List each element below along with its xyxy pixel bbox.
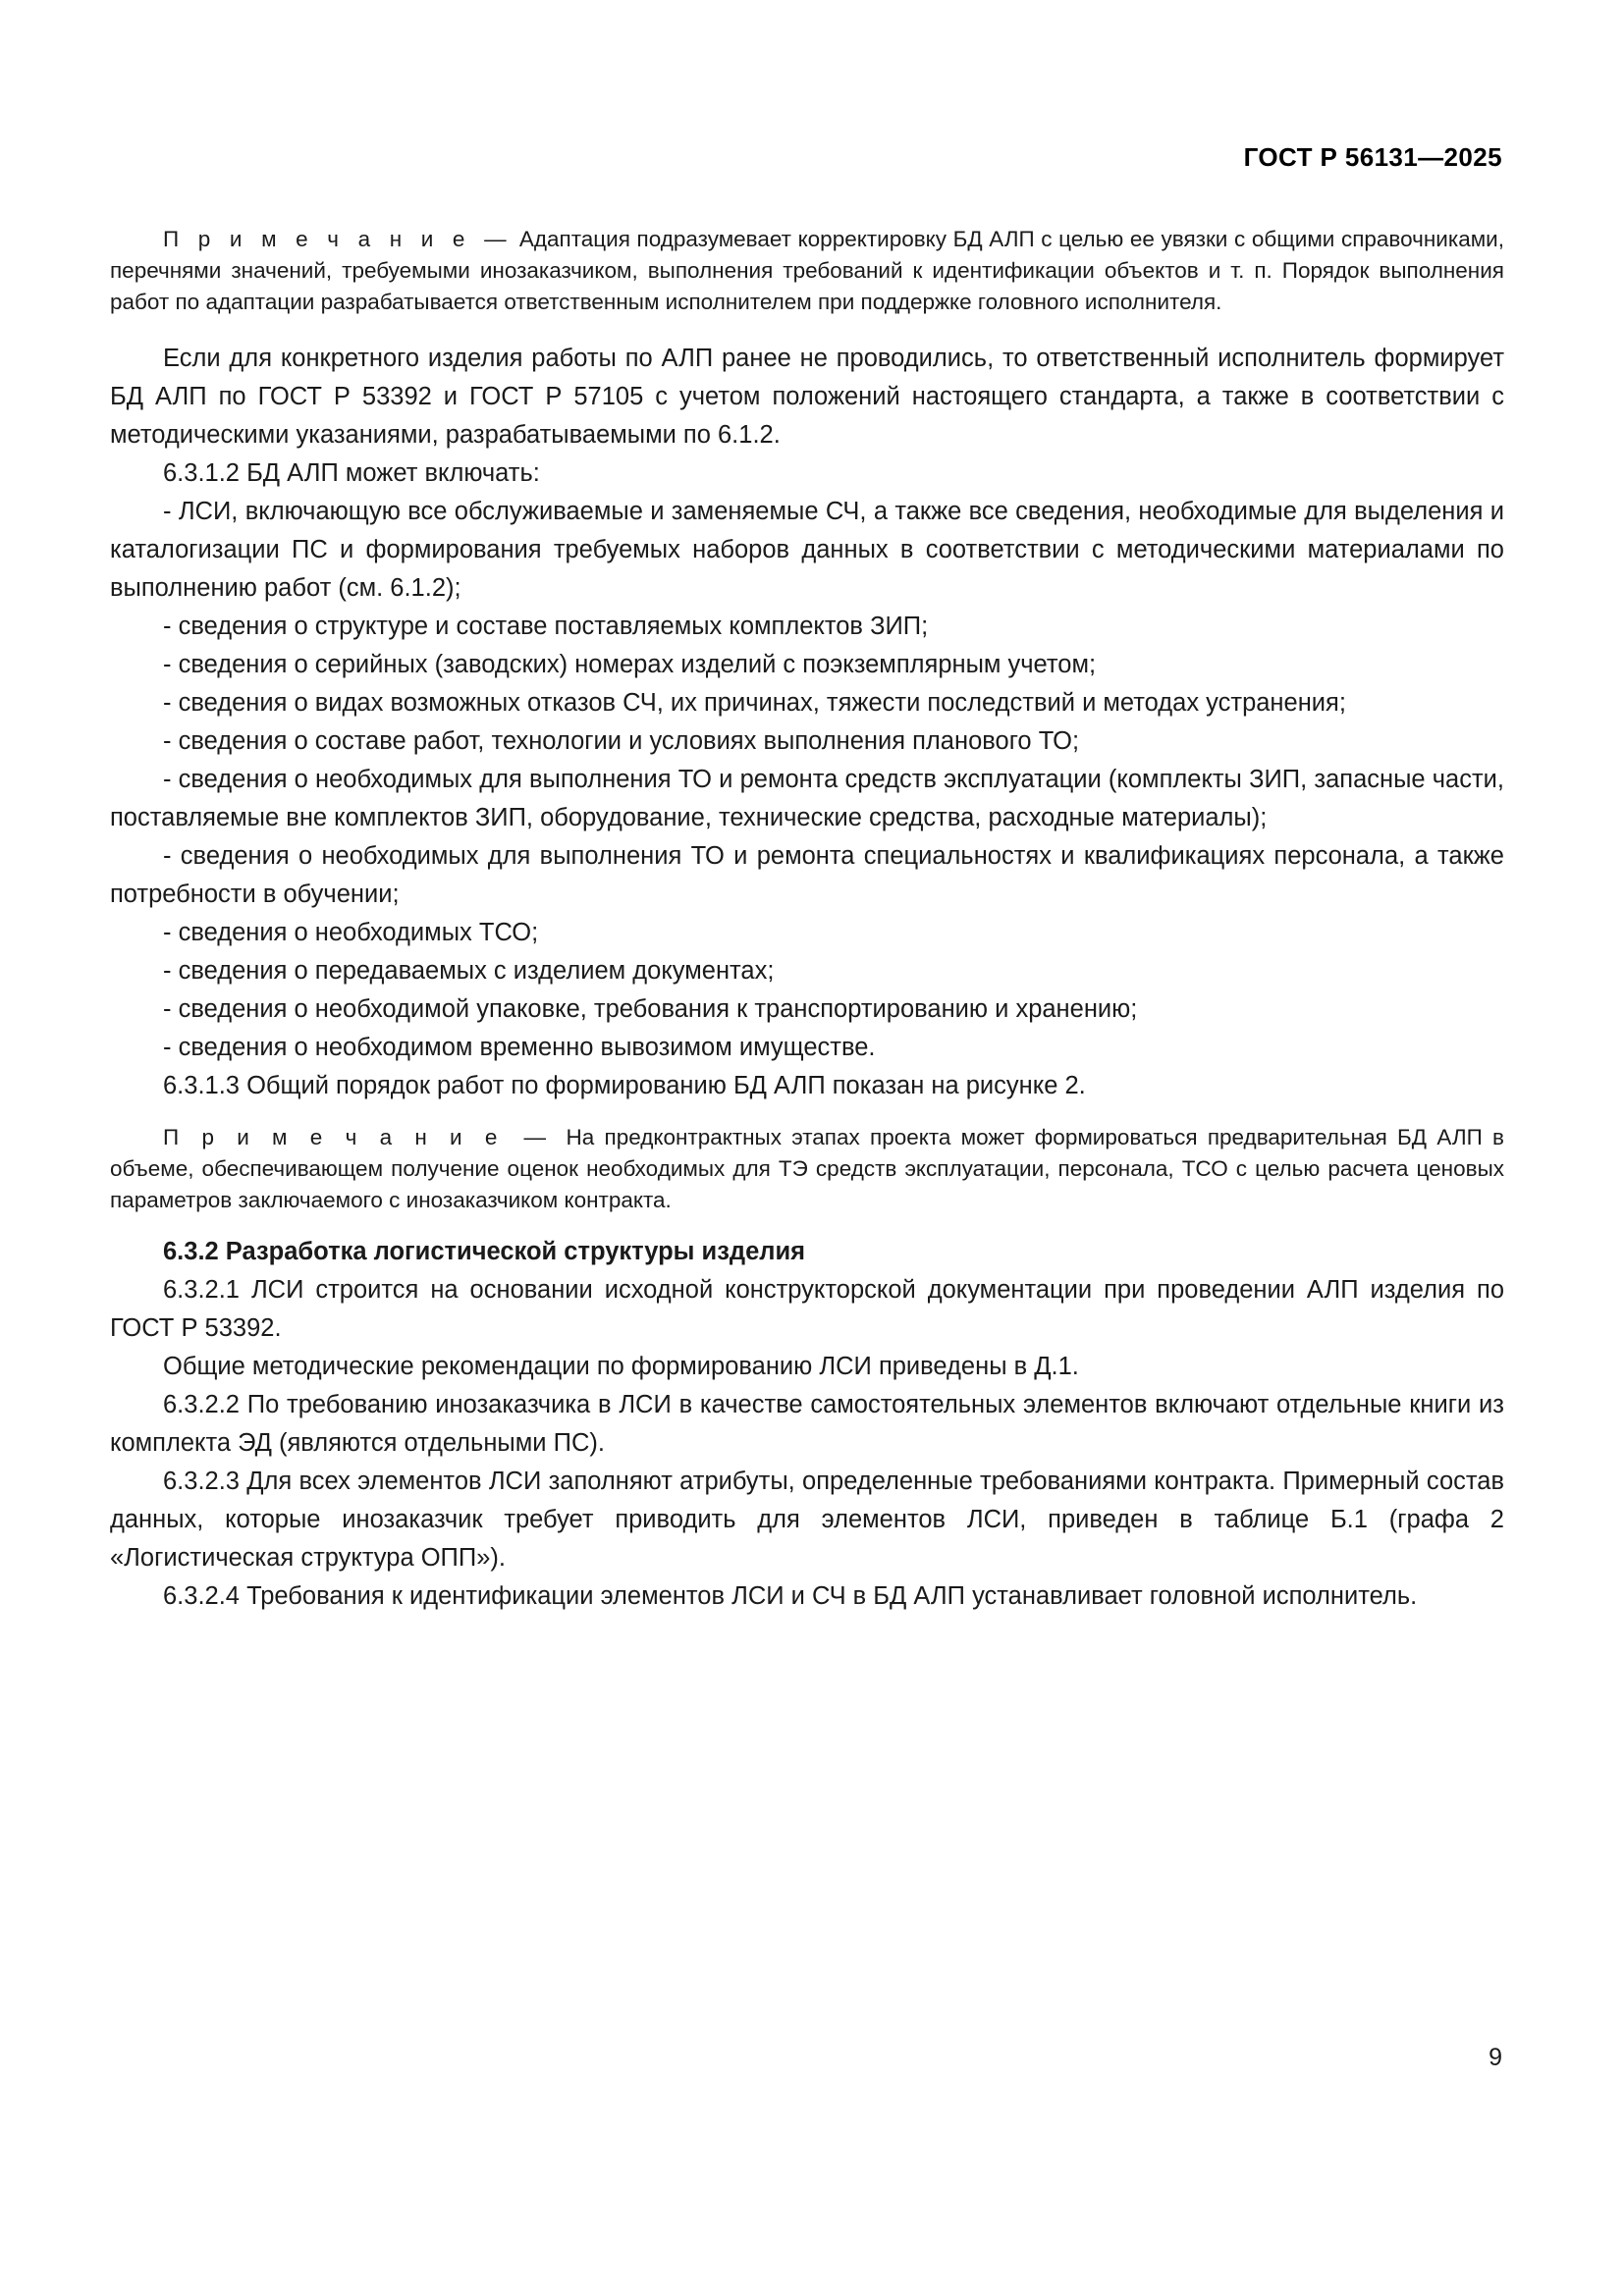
- note-text: Адаптация подразумевает корректировку БД АЛП с целью ее увязки с общими справочниками, перечнями значений, требуемыми инозаказчиком, выполнения требований к идентификации объектов и т. п. Порядок выполнения работ по адаптации разрабатывается ответственным исполнителем при поддержке головного исполнителя.: [110, 227, 1504, 314]
- clause-general-recommendations: Общие методические рекомендации по формированию ЛСИ приведены в Д.1.: [163, 1353, 1079, 1380]
- clause-6-3-1-2-intro: 6.3.1.2 БД АЛП может включать:: [163, 459, 540, 487]
- list-item: - сведения о передаваемых с изделием документах;: [163, 957, 775, 985]
- note-dash: —: [470, 227, 519, 251]
- page-content: [110, 224, 1504, 1616]
- list-item: - сведения о необходимой упаковке, требования к транспортированию и хранению;: [163, 995, 1138, 1023]
- running-header-standard-number: ГОСТ Р 56131—2025: [1243, 142, 1502, 172]
- note-dash: —: [503, 1125, 567, 1149]
- page-number: 9: [1489, 2044, 1502, 2071]
- list-item: - сведения о необходимом временно вывозимом имуществе.: [163, 1034, 876, 1061]
- clause-6-3-2-4: 6.3.2.4 Требования к идентификации элементов ЛСИ и СЧ в БД АЛП устанавливает головной исполнитель.: [163, 1582, 1418, 1610]
- list-item: - сведения о структуре и составе поставляемых комплектов ЗИП;: [163, 613, 929, 640]
- spacer: [110, 1216, 1504, 1233]
- section-heading-6-3-2: 6.3.2 Разработка логистической структуры изделия: [163, 1238, 806, 1265]
- note-paragraph-1: [110, 224, 1504, 318]
- clause-6-3-1-3: 6.3.1.3 Общий порядок работ по формированию БД АЛП показан на рисунке 2.: [163, 1072, 1086, 1099]
- note-label: П р и м е ч а н и е: [163, 1125, 504, 1149]
- list-item: - сведения о серийных (заводских) номерах изделий с поэкземплярным учетом;: [163, 651, 1097, 678]
- list-item: - сведения о составе работ, технологии и условиях выполнения планового ТО;: [163, 727, 1080, 755]
- clause-6-3-2-3: 6.3.2.3 Для всех элементов ЛСИ заполняют атрибуты, определенные требованиями контракта. Примерный состав данных, которые инозаказчик требует приводить для элементов ЛСИ, приведен в таблице Б.1 (графа 2 «Логистическая структура ОПП»).: [110, 1468, 1504, 1572]
- spacer: [110, 1105, 1504, 1122]
- paragraph-if-works-not-conducted: Если для конкретного изделия работы по АЛП ранее не проводились, то ответственный исполнитель формирует БД АЛП по ГОСТ Р 53392 и ГОСТ Р 57105 с учетом положений настоящего стандарта, а также в соответствии с методическими указаниями, разрабатываемыми по 6.1.2.: [110, 345, 1504, 449]
- list-item: - сведения о необходимых для выполнения ТО и ремонта специальностях и квалификациях персонала, а также потребности в обучении;: [110, 842, 1504, 908]
- note-paragraph-2: [110, 1122, 1504, 1216]
- list-item: - сведения о необходимых ТСО;: [163, 919, 539, 946]
- note-text: На предконтрактных этапах проекта может формироваться предварительная БД АЛП в объеме, обеспечивающем получение оценок необходимых для ТЭ средств эксплуатации, персонала, ТСО с целью расчета ценовых параметров заключаемого с инозаказчиком контракта.: [110, 1125, 1504, 1212]
- clause-6-3-2-1: 6.3.2.1 ЛСИ строится на основании исходной конструкторской документации при проведении АЛП изделия по ГОСТ Р 53392.: [110, 1276, 1504, 1342]
- spacer: [110, 318, 1504, 340]
- list-item: - сведения о видах возможных отказов СЧ, их причинах, тяжести последствий и методах устранения;: [163, 689, 1346, 717]
- list-item: - сведения о необходимых для выполнения ТО и ремонта средств эксплуатации (комплекты ЗИП, запасные части, поставляемые вне комплектов ЗИП, оборудование, технические средства, расходные материалы);: [110, 766, 1504, 831]
- note-label: П р и м е ч а н и е: [163, 227, 471, 251]
- clause-6-3-2-2: 6.3.2.2 По требованию инозаказчика в ЛСИ в качестве самостоятельных элементов включают отдельные книги из комплекта ЭД (являются отдельными ПС).: [110, 1391, 1504, 1457]
- list-item: - ЛСИ, включающую все обслуживаемые и заменяемые СЧ, а также все сведения, необходимые для выделения и каталогизации ПС и формирования требуемых наборов данных в соответствии с методическими материалами по выполнению работ (см. 6.1.2);: [110, 498, 1504, 602]
